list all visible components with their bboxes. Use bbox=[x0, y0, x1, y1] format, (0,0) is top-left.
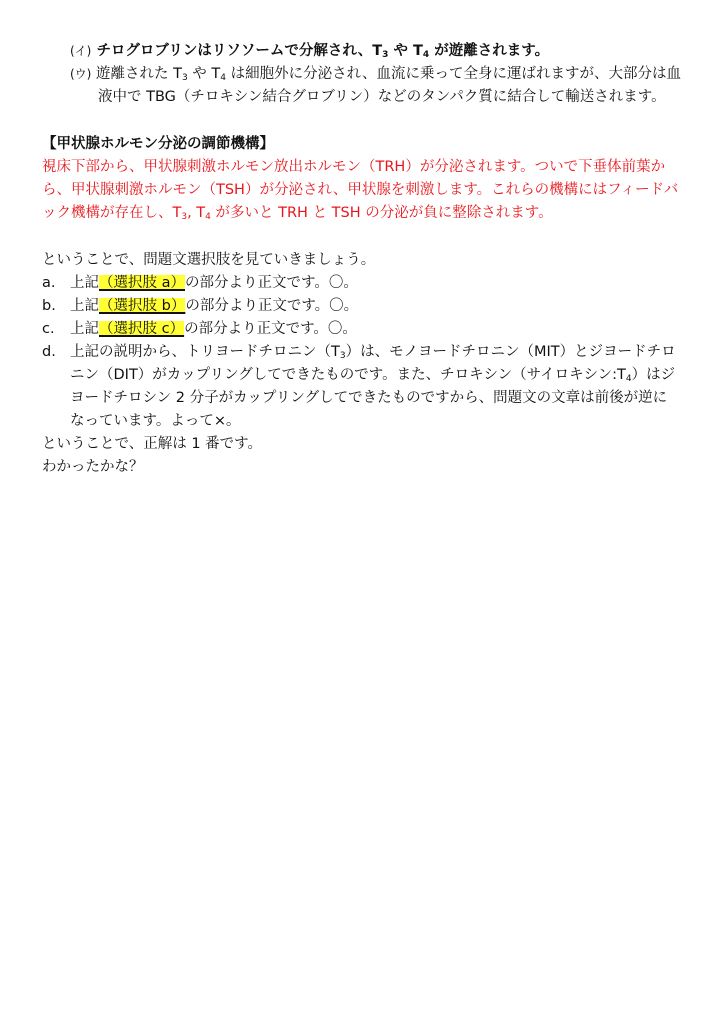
answer-a-label: a. bbox=[42, 275, 56, 291]
answer-d-line1 bbox=[70, 341, 688, 364]
point-i-label: (イ) bbox=[70, 44, 92, 58]
answer-c-post: の部分より正文です。〇。 bbox=[184, 321, 357, 337]
point-i-text-b: や T bbox=[393, 43, 423, 59]
answer-b-label: b. bbox=[42, 298, 56, 314]
spacer bbox=[42, 109, 688, 133]
answer-d-line2-a: ニン（DIT）がカップリングしてできたものです。また、チロキシン（サイロキシン:T bbox=[70, 367, 626, 383]
conclusion: ということで、正解は 1 番です。 bbox=[42, 436, 262, 452]
answer-c-highlight: （選択肢 c） bbox=[99, 321, 185, 337]
point-u-sub-b: 4 bbox=[220, 73, 226, 83]
answer-d-line1-b: ）は、モノヨードチロニン（MIT）とジヨードチロ bbox=[345, 344, 676, 360]
point-u-sub-a: 3 bbox=[181, 73, 188, 83]
answer-d-line2-sub: 4 bbox=[625, 374, 632, 384]
regulation-line3-sub-a: 3 bbox=[181, 212, 188, 222]
answer-d-line2 bbox=[70, 364, 688, 387]
answer-d-line2-b: ）はジ bbox=[631, 367, 676, 383]
answer-d-label: d. bbox=[42, 344, 56, 360]
point-u-text-c: は細胞外に分泌され、血流に乗って全身に運ばれますが、大部分は血 bbox=[230, 66, 681, 82]
document-page bbox=[42, 40, 688, 479]
answer-d-line4: なっています。よって×。 bbox=[70, 413, 241, 429]
answer-b bbox=[42, 295, 688, 318]
answer-c-label: c. bbox=[42, 321, 55, 337]
answer-d-line1-a: 上記の説明から、トリヨードチロニン（T bbox=[70, 344, 340, 360]
answer-b-post: の部分より正文です。〇。 bbox=[185, 298, 359, 314]
point-u-text-a: 遊離された T bbox=[95, 66, 182, 82]
point-i-text-c: が遊離されます。 bbox=[434, 43, 550, 59]
answer-a-pre: 上記 bbox=[70, 275, 99, 291]
regulation-line3-b: , T bbox=[187, 205, 206, 221]
point-u-label: (ウ) bbox=[70, 67, 92, 81]
regulation-line2: ら、甲状腺刺激ホルモン（TSH）が分泌され、甲状腺を刺激します。これらの機構にはフィードバ bbox=[42, 182, 679, 198]
regulation-line3 bbox=[42, 202, 688, 225]
point-i-sub-a: 3 bbox=[382, 50, 389, 60]
point-i-sub-b: 4 bbox=[422, 50, 430, 60]
regulation-line3-c: が多いと TRH と TSH の分泌が負に整除されます。 bbox=[215, 205, 553, 221]
point-i bbox=[42, 40, 688, 63]
answer-c bbox=[42, 318, 688, 341]
answer-b-pre: 上記 bbox=[70, 298, 99, 314]
answer-d-line1-sub: 3 bbox=[339, 351, 346, 361]
regulation-line1: 視床下部から、甲状腺刺激ホルモン放出ホルモン（TRH）が分泌されます。ついで下垂体前葉か bbox=[42, 159, 666, 175]
point-u-text-b: や T bbox=[192, 66, 221, 82]
point-u bbox=[42, 63, 688, 86]
answer-a-post: の部分より正文です。〇。 bbox=[185, 275, 358, 291]
answer-d bbox=[42, 341, 688, 433]
answers-intro: ということで、問題文選択肢を見ていきましょう。 bbox=[42, 252, 376, 268]
answer-c-pre: 上記 bbox=[70, 321, 99, 337]
point-i-text-a: チログロブリンはリソソームで分解され、T bbox=[96, 43, 383, 59]
closing: わかったかな？ bbox=[42, 459, 144, 475]
regulation-heading: 【甲状腺ホルモン分泌の調節機構】 bbox=[42, 136, 274, 152]
regulation-line3-a: ック機構が存在し、T bbox=[42, 205, 182, 221]
answer-a-highlight: （選択肢 a） bbox=[99, 275, 185, 291]
answer-b-highlight: （選択肢 b） bbox=[99, 298, 186, 314]
answer-a bbox=[42, 272, 688, 295]
spacer bbox=[42, 225, 688, 249]
regulation-line3-sub-b: 4 bbox=[205, 212, 211, 222]
answer-d-line3: ヨードチロシン 2 分子がカップリングしてできたものですから、問題文の文章は前後が逆に bbox=[70, 390, 668, 406]
point-u-line2: 液中で TBG（チロキシン結合グロブリン）などのタンパク質に結合して輸送されます。 bbox=[98, 89, 666, 105]
